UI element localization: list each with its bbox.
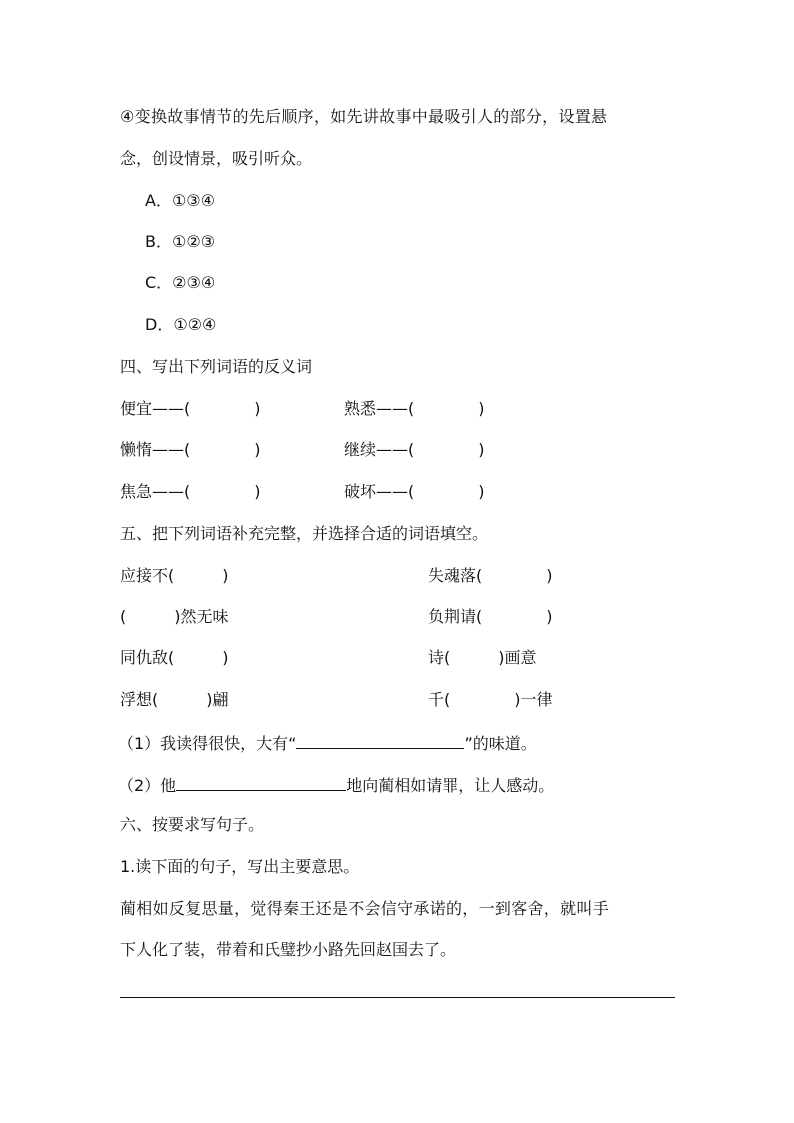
q5-sentence-1-before: （1）我读得很快，大有“ [118,734,297,753]
q6-answer-line[interactable] [120,997,675,998]
q4-item-anxious: 焦急——( ) [120,482,261,501]
q3-option-a: A．①③④ [145,191,215,210]
q5-word-6: 诗( )画意 [428,648,537,667]
q6-sub1: 1.读下面的句子，写出主要意思。 [120,857,360,876]
q5-sentence-2-before: （2）他 [118,776,177,795]
q4-item-continue: 继续——( ) [344,440,485,459]
q5-sentence-1 [118,732,537,754]
q3-statement-4-line2: 念，创设情景，吸引听众。 [120,149,313,168]
q5-word-4: 负荆请( ) [428,607,553,626]
q4-item-lazy: 懒惰——( ) [120,440,261,459]
q4-item-destroy: 破坏——( ) [344,482,485,501]
q3-statement-4-line1: ④变换故事情节的先后顺序，如先讲故事中最吸引人的部分，设置悬 [120,107,608,126]
q5-word-1: 应接不( ) [120,566,229,585]
q5-heading: 五、把下列词语补充完整，并选择合适的词语填空。 [120,524,489,543]
q5-word-5: 同仇敌( ) [120,648,229,667]
q5-sentence-1-blank[interactable] [296,732,464,749]
q5-sentence-2 [118,774,554,796]
q4-heading: 四、写出下列词语的反义词 [120,357,313,376]
q5-word-8: 千( )一律 [428,690,553,709]
q5-sentence-1-after: ”的味道。 [464,734,537,753]
q4-item-familiar: 熟悉——( ) [344,399,485,418]
q5-word-3: ( )然无味 [120,607,229,626]
q5-sentence-2-after: 地向蔺相如请罪，让人感动。 [346,776,555,795]
q5-word-7: 浮想( )翩 [120,690,229,709]
q3-option-d: D．①②④ [145,315,217,334]
q6-heading: 六、按要求写句子。 [120,815,265,834]
q5-word-2: 失魂落( ) [428,566,553,585]
q6-passage-line2: 下人化了装，带着和氏璧抄小路先回赵国去了。 [120,940,457,959]
q3-option-b: B．①②③ [145,232,216,251]
q5-sentence-2-blank[interactable] [176,774,346,791]
q4-item-cheap: 便宜——( ) [120,399,261,418]
q3-option-c: C．②③④ [145,273,216,292]
q6-passage-line1: 蔺相如反复思量，觉得秦王还是不会信守承诺的，一到客舍，就叫手 [120,899,610,918]
